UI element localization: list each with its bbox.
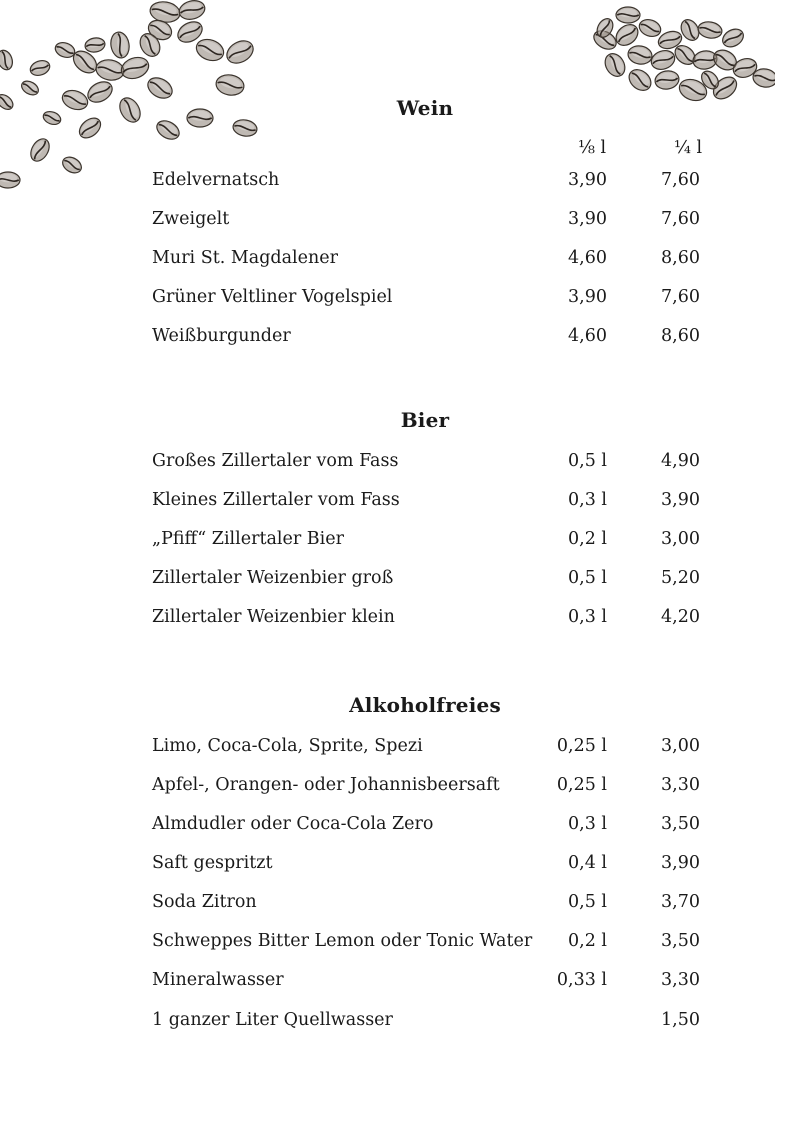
coffee-bean-icon (710, 46, 740, 74)
item-price: 3,30 (661, 970, 700, 990)
coffee-bean-icon (28, 58, 52, 78)
menu-row-alkoholfreies (152, 931, 700, 955)
item-price-large: 8,60 (661, 326, 700, 346)
menu-row-alkoholfreies (152, 892, 700, 916)
menu-row-alkoholfreies (152, 1010, 700, 1034)
item-name: Kleines Zillertaler vom Fass (152, 490, 400, 510)
item-size: 0,5 l (568, 451, 607, 471)
coffee-bean-icon (177, 0, 207, 22)
coffee-bean-icon (109, 31, 131, 60)
coffee-bean-icon (53, 40, 77, 60)
item-name: Zillertaler Weizenbier klein (152, 607, 395, 627)
item-price-small: 4,60 (568, 248, 607, 268)
item-price: 1,50 (661, 1010, 700, 1030)
menu-row-bier (152, 490, 700, 514)
item-name: Almdudler oder Coca-Cola Zero (152, 814, 434, 834)
item-name: Soda Zitron (152, 892, 257, 912)
coffee-bean-icon (637, 17, 663, 40)
coffee-bean-icon (145, 17, 174, 43)
coffee-bean-icon (94, 58, 125, 83)
item-price-large: 7,60 (661, 170, 700, 190)
menu-row-alkoholfreies (152, 970, 700, 994)
item-size: 0,3 l (568, 814, 607, 834)
coffee-bean-icon (0, 172, 20, 188)
item-name: Weißburgunder (152, 326, 291, 346)
item-price: 3,50 (661, 814, 700, 834)
menu-row-alkoholfreies (152, 736, 700, 760)
coffee-bean-icon (136, 30, 164, 60)
menu-row-alkoholfreies (152, 814, 700, 838)
coffee-bean-icon (27, 136, 53, 165)
coffee-bean-icon (612, 20, 642, 49)
item-size: 0,25 l (556, 775, 607, 795)
item-size: 0,5 l (568, 568, 607, 588)
coffee-bean-icon (698, 68, 722, 92)
coffee-beans-illustration-right (585, 0, 775, 110)
menu-row-bier (152, 607, 700, 631)
column-header-eighth-liter: ⅛ l (578, 138, 607, 158)
coffee-bean-icon (60, 154, 84, 176)
menu-row-bier (152, 451, 700, 475)
item-size: 0,2 l (568, 931, 607, 951)
item-price-large: 8,60 (661, 248, 700, 268)
item-price: 3,30 (661, 775, 700, 795)
item-size: 0,33 l (556, 970, 607, 990)
item-price: 3,90 (661, 853, 700, 873)
item-name: Zillertaler Weizenbier groß (152, 568, 394, 588)
menu-row-bier (152, 529, 700, 553)
item-name: Muri St. Magdalener (152, 248, 338, 268)
item-name: Zweigelt (152, 209, 230, 229)
item-size: 0,2 l (568, 529, 607, 549)
item-price: 4,90 (661, 451, 700, 471)
coffee-bean-icon (625, 65, 655, 94)
coffee-bean-icon (678, 16, 703, 43)
coffee-bean-icon (692, 49, 719, 71)
item-name: Mineralwasser (152, 970, 284, 990)
coffee-bean-icon (118, 54, 151, 82)
coffee-bean-icon (148, 0, 181, 24)
item-name: „Pfiff“ Zillertaler Bier (152, 529, 344, 549)
coffee-bean-icon (627, 44, 654, 66)
coffee-bean-icon (697, 20, 723, 40)
menu-row-wein (152, 248, 700, 272)
section-title-wein: Wein (396, 96, 454, 120)
item-price-small: 3,90 (568, 209, 607, 229)
menu-row-wein (152, 287, 700, 311)
coffee-bean-icon (591, 27, 620, 53)
item-price: 3,50 (661, 931, 700, 951)
coffee-bean-icon (174, 18, 206, 47)
item-price-small: 4,60 (568, 326, 607, 346)
item-name: Apfel-, Orangen- oder Johannisbeersaft (152, 775, 500, 795)
menu-row-wein (152, 209, 700, 233)
item-name: 1 ganzer Liter Quellwasser (152, 1010, 393, 1030)
item-price: 5,20 (661, 568, 700, 588)
item-name: Limo, Coca-Cola, Sprite, Spezi (152, 736, 423, 756)
menu-row-wein (152, 170, 700, 194)
coffee-bean-icon (616, 7, 640, 23)
coffee-bean-icon (214, 73, 245, 98)
column-header-quarter-liter: ¼ l (674, 138, 703, 158)
item-name: Saft gespritzt (152, 853, 273, 873)
item-name: Edelvernatsch (152, 170, 280, 190)
item-size: 0,3 l (568, 490, 607, 510)
coffee-bean-icon (752, 67, 775, 89)
coffee-bean-icon (654, 69, 681, 91)
item-name: Grüner Veltliner Vogelspiel (152, 287, 393, 307)
item-price: 3,00 (661, 529, 700, 549)
menu-row-bier (152, 568, 700, 592)
coffee-bean-icon (731, 55, 760, 80)
section-title-bier: Bier (400, 408, 450, 432)
coffee-bean-icon (671, 42, 698, 68)
item-price: 3,90 (661, 490, 700, 510)
item-price-small: 3,90 (568, 287, 607, 307)
coffee-bean-icon (154, 117, 183, 143)
coffee-bean-icon (601, 50, 629, 80)
coffee-bean-icon (69, 47, 100, 78)
item-name: Schweppes Bitter Lemon oder Tonic Water (152, 931, 533, 951)
coffee-bean-icon (0, 48, 15, 72)
menu-row-alkoholfreies (152, 853, 700, 877)
coffee-bean-icon (19, 78, 41, 97)
menu-row-wein (152, 326, 700, 350)
coffee-bean-icon (656, 28, 684, 51)
section-title-alkoholfreies: Alkoholfreies (349, 693, 501, 717)
item-size: 0,5 l (568, 892, 607, 912)
coffee-bean-icon (594, 16, 616, 40)
item-size: 0,25 l (556, 736, 607, 756)
item-price-small: 3,90 (568, 170, 607, 190)
item-price-large: 7,60 (661, 287, 700, 307)
coffee-bean-icon (232, 118, 258, 138)
item-size: 0,4 l (568, 853, 607, 873)
item-size: 0,3 l (568, 607, 607, 627)
item-name: Großes Zillertaler vom Fass (152, 451, 399, 471)
coffee-bean-icon (193, 36, 226, 64)
item-price: 3,70 (661, 892, 700, 912)
item-price-large: 7,60 (661, 209, 700, 229)
coffee-bean-icon (649, 47, 678, 72)
coffee-bean-icon (719, 26, 746, 51)
coffee-bean-icon (84, 36, 106, 53)
item-price: 4,20 (661, 607, 700, 627)
menu-row-alkoholfreies (152, 775, 700, 799)
coffee-bean-icon (223, 36, 257, 67)
item-price: 3,00 (661, 736, 700, 756)
